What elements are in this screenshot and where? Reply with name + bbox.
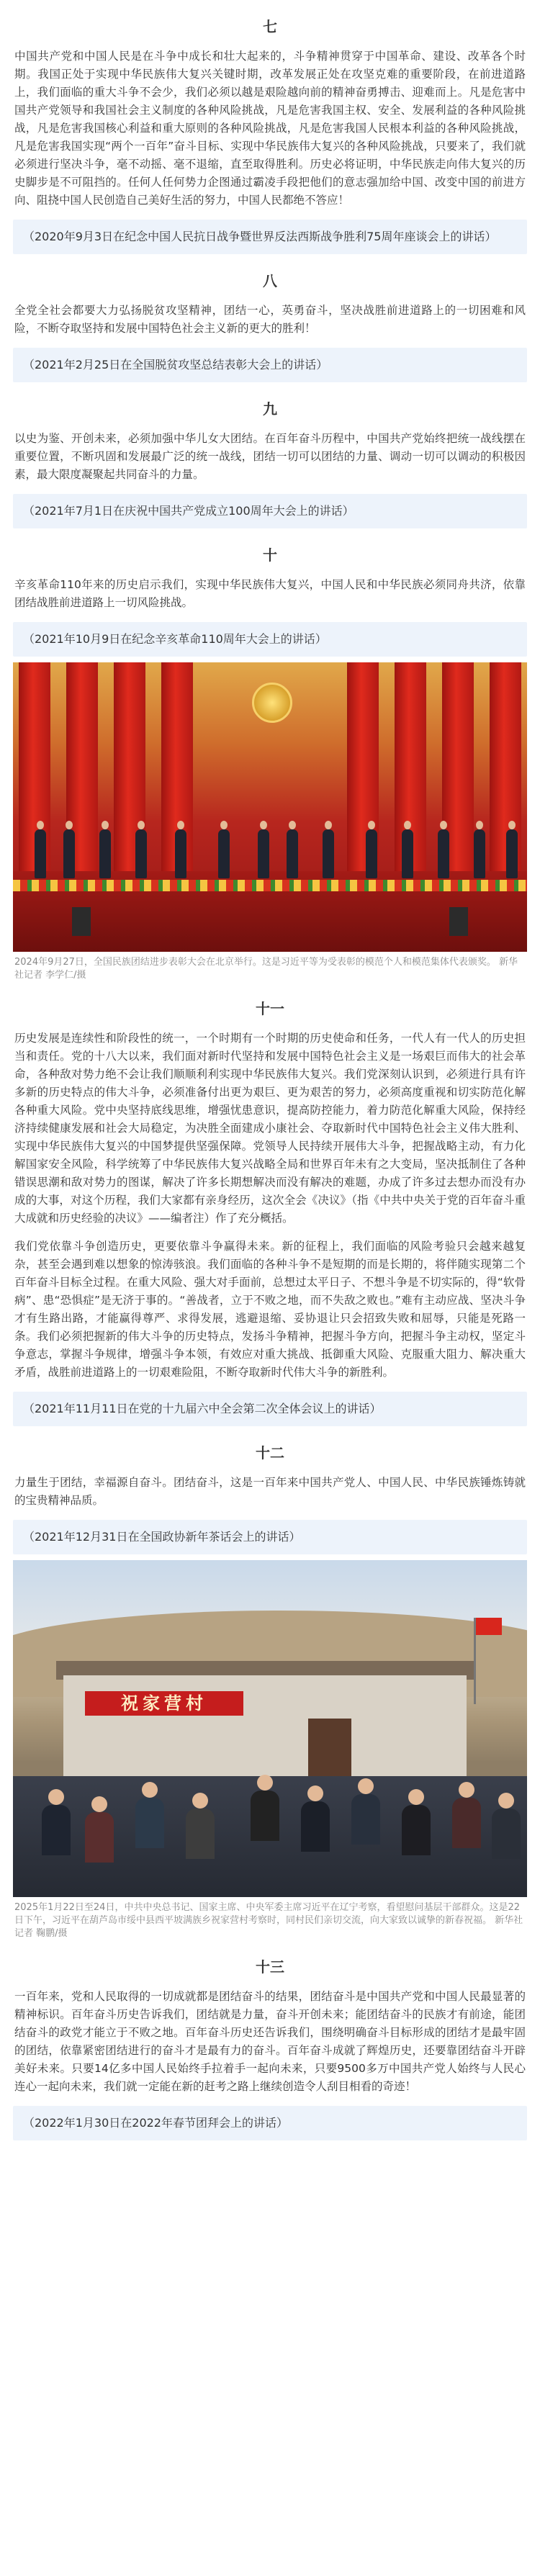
section-number: 八 xyxy=(263,272,277,289)
source-note: （2021年2月25日在全国脱贫攻坚总结表彰大会上的讲话） xyxy=(13,348,527,382)
village-visit-photo[interactable] xyxy=(13,1560,527,1897)
ceremony-photo[interactable] xyxy=(13,662,527,952)
paragraph: 我们党依靠斗争创造历史，更要依靠斗争赢得未来。新的征程上，我们面临的风险考验只会越来越复杂，甚至会遇到难以想象的惊涛骇浪。我们面临的各种斗争不是短期的而是长期的，将伴随实现第二个百年奋斗目标全过程。在重大风险、强大对手面前，总想过太平日子、不想斗争是不切实际的，得“软骨病”、患“恐惧症”是无济于事的。“善战者，立于不败之地，而不失敌之败也。”难有主动应战、坚决斗争才有生路出路，才能赢得尊严、求得发展，逃避退缩、妥协退让只会招致失败和屈辱，只能是死路一条。我们必须把握新的伟大斗争的历史特点，发扬斗争精神，把握斗争方向，把握斗争主动权，坚定斗争意志，掌握斗争规律，增强斗争本领，有效应对重大挑战、抵御重大风险、克服重大阻力、解决重大矛盾，战胜前进道路上的一切艰难险阻，不断夺取新时代伟大斗争的新胜利。 xyxy=(14,1240,526,1379)
source-note: （2021年12月31日在全国政协新年茶话会上的讲话） xyxy=(13,1520,527,1554)
paragraph: 辛亥革命110年来的历史启示我们，实现中华民族伟大复兴，中国人民和中华民族必须同舟共济，依靠团结战胜前进道路上一切风险挑战。 xyxy=(14,578,526,609)
flag-icon xyxy=(474,1618,476,1704)
paragraph: 一百年来，党和人民取得的一切成就都是团结奋斗的结果，团结奋斗是中国共产党和中国人民最显著的精神标识。百年奋斗历史告诉我们，团结就是力量，奋斗开创未来；能团结奋斗的民族才有前途，能团结奋斗的政党才能立于不败之地。百年奋斗历史还告诉我们，围绕明确奋斗目标形成的团结才是最牢固的团结，依靠紧密团结进行的奋斗才是最有力的奋斗。百年奋斗成就了辉煌历史，还要靠团结奋斗开辟美好未来。只要14亿多中国人民始终手拉着手一起向未来，只要9500多万中国共产党人始终与人民心连心一起向未来，我们就一定能在新的赶考之路上继续创造令人刮目相看的奇迹！ xyxy=(14,1990,526,2093)
source-note: （2021年10月9日在纪念辛亥革命110周年大会上的讲话） xyxy=(13,622,527,657)
photo-caption: 2025年1月22日至24日，中共中央总书记、国家主席、中央军委主席习近平在辽宁考察，看望慰问基层干部群众。这是22日下午，习近平在葫芦岛市绥中县西平坡满族乡祝家营村考察时，同村民们亲切交流，向大家致以诚挚的新春祝福。 新华社记者 鞠鹏/摄 xyxy=(14,1902,523,1939)
source-note: （2022年1月30日在2022年春节团拜会上的讲话） xyxy=(13,2106,527,2140)
photo-caption: 2024年9月27日，全国民族团结进步表彰大会在北京举行。这是习近平等为受表彰的模范个人和模范集体代表颁奖。 新华社记者 李学仁/摄 xyxy=(14,957,518,981)
source-note: （2020年9月3日在纪念中国人民抗日战争暨世界反法西斯战争胜利75周年座谈会上的讲话） xyxy=(13,220,527,254)
section-number: 十二 xyxy=(256,1444,284,1462)
article-body xyxy=(0,17,540,2140)
section-number: 七 xyxy=(263,18,277,35)
source-note: （2021年11月11日在党的十九届六中全会第二次全体会议上的讲话） xyxy=(13,1392,527,1426)
village-sign: 祝家营村 xyxy=(85,1691,243,1716)
section-number: 十 xyxy=(263,546,277,564)
paragraph: 以史为鉴、开创未来，必须加强中华儿女大团结。在百年奋斗历程中，中国共产党始终把统一战线摆在重要位置，不断巩固和发展最广泛的统一战线，团结一切可以团结的力量、调动一切可以调动的积极因素，最大限度凝聚起共同奋斗的力量。 xyxy=(14,432,526,481)
paragraph: 历史发展是连续性和阶段性的统一，一个时期有一个时期的历史使命和任务，一代人有一代人的历史担当和责任。党的十八大以来，我们面对新时代坚持和发展中国特色社会主义是一场艰巨而伟大的社会革命，各种敌对势力绝不会让我们顺顺利利实现中华民族伟大复兴。我们党深刻认识到，必须进行具有许多新的历史特点的伟大斗争，必须准备付出更为艰巨、更为艰苦的努力，必须高度重视和切实防范化解各种重大风险。党中央坚持底线思维，增强忧患意识，提高防控能力，着力防范化解重大风险，保持经济持续健康发展和社会大局稳定，为决胜全面建成小康社会、夺取新时代中国特色社会主义伟大胜利、实现中华民族伟大复兴的中国梦提供坚强保障。党领导人民持续开展伟大斗争，把握战略主动，有力化解国家安全风险，科学统筹了中华民族伟大复兴战略全局和世界百年未有之大变局，坚决抵制住了各种错误思潮和敌对势力的图谋，解决了许多长期想解决而没有解决的难题，办成了许多过去想办而没有办成的大事，对这个历程，我们大家都有亲身经历，这次全会《决议》（指《中共中央关于党的百年奋斗重大成就和历史经验的决议》——编者注）作了充分概括。 xyxy=(14,1032,526,1225)
section-number: 十三 xyxy=(256,1958,284,1976)
section-number: 十一 xyxy=(256,1000,284,1017)
national-emblem-icon xyxy=(252,683,292,723)
source-note: （2021年7月1日在庆祝中国共产党成立100周年大会上的讲话） xyxy=(13,494,527,528)
paragraph: 全党全社会都要大力弘扬脱贫攻坚精神，团结一心，英勇奋斗，坚决战胜前进道路上的一切困难和风险，不断夺取坚持和发展中国特色社会主义新的更大的胜利！ xyxy=(14,304,526,335)
section-number: 九 xyxy=(263,400,277,418)
paragraph: 中国共产党和中国人民是在斗争中成长和壮大起来的，斗争精神贯穿于中国革命、建设、改革各个时期。我国正处于实现中华民族伟大复兴关键时期，改革发展正处在攻坚克难的重要阶段，在前进道路上，我们面临的重大斗争不会少，我们必须以越是艰险越向前的精神奋勇搏击、迎难而上。凡是危害中国共产党领导和我国社会主义制度的各种风险挑战，凡是危害我国主权、安全、发展利益的各种风险挑战，凡是危害我国核心利益和重大原则的各种风险挑战，凡是危害我国人民根本利益的各种风险挑战，凡是危害我国实现“两个一百年”奋斗目标、实现中华民族伟大复兴的各种风险挑战，只要来了，我们就必须进行坚决斗争，毫不动摇、毫不退缩，直至取得胜利。历史必将证明，中华民族走向伟大复兴的历史脚步是不可阻挡的。任何人任何势力企图通过霸凌手段把他们的意志强加给中国、改变中国的前进方向、阻挠中国人民创造自己美好生活的努力，中国人民都绝不答应！ xyxy=(14,50,526,207)
paragraph: 力量生于团结，幸福源自奋斗。团结奋斗，这是一百年来中国共产党人、中国人民、中华民族锤炼铸就的宝贵精神品质。 xyxy=(14,1476,526,1507)
